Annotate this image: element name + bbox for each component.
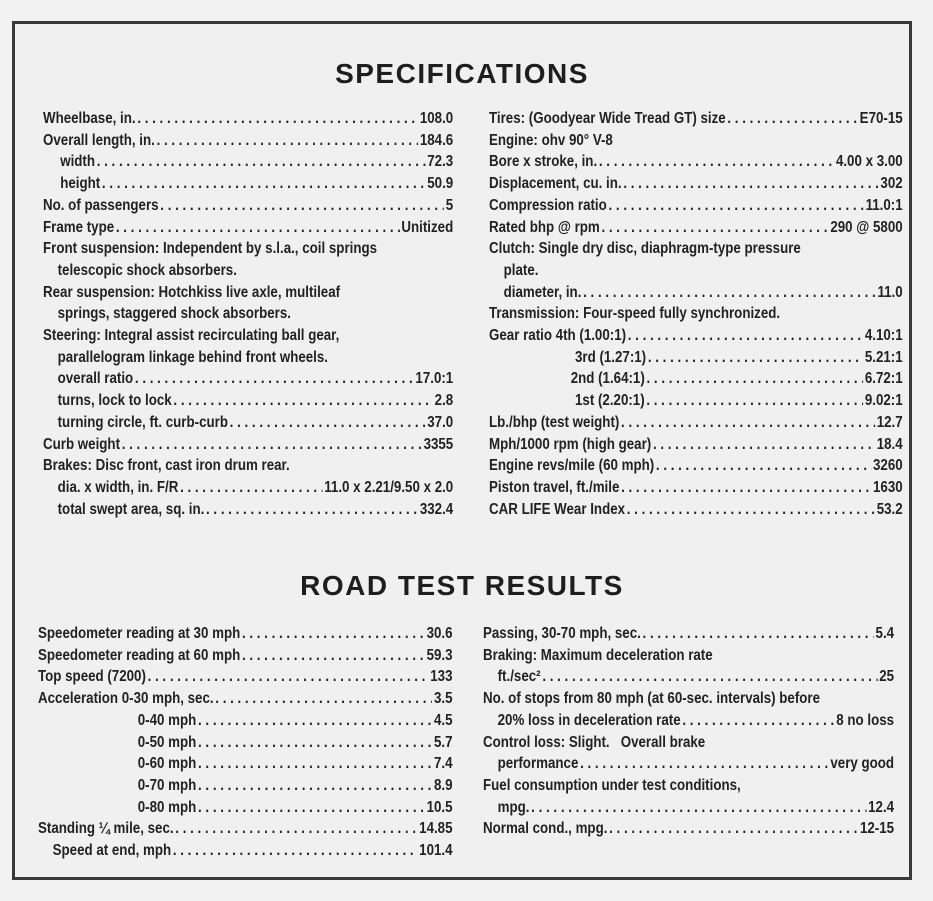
- spec-row: 2nd (1.64:1) . . . 6.72:1: [489, 368, 903, 390]
- road-test-row: 0-80 mph . . . 10.5: [38, 797, 453, 819]
- spec-row: Tires: (Goodyear Wide Tread GT) size . . . E70-15: [489, 108, 903, 130]
- spec-text-line: Transmission: Four-speed fully synchronized.: [489, 305, 781, 323]
- spec-text-line: telescopic shock absorbers.: [57, 261, 237, 279]
- road-test-row: Speedometer reading at 60 mph . . . 59.3: [38, 645, 453, 667]
- road-test-row: Standing ¼ mile, sec. . . . 14.85: [38, 818, 453, 840]
- road-test-row: 0-60 mph . . . 7.4: [38, 753, 453, 775]
- spec-text-line: Engine: ohv 90° V-8: [489, 131, 613, 149]
- spec-row: Curb weight . . . 3355: [43, 434, 453, 456]
- spec-row: width . . . 72.3: [43, 151, 453, 173]
- spec-row: dia. x width, in. F/R . . . 11.0 x 2.21/9.50 x 2.0: [43, 477, 453, 499]
- road-test-row: 0-70 mph . . . 8.9: [38, 775, 453, 797]
- road-test-title: ROAD TEST RESULTS: [300, 570, 624, 601]
- road-test-row: performance . . . very good: [483, 753, 894, 775]
- spec-row: Engine revs/mile (60 mph) . . . 3260: [489, 455, 903, 477]
- road-test-text-line: Fuel consumption under test conditions,: [483, 776, 741, 794]
- spec-row: 1st (2.20:1) . . . 9.02:1: [489, 390, 903, 412]
- spec-row: turning circle, ft. curb-curb . . . 37.0: [43, 412, 453, 434]
- spec-row: Mph/1000 rpm (high gear) . . . 18.4: [489, 434, 903, 456]
- road-test-text-line: Braking: Maximum deceleration rate: [483, 646, 713, 664]
- spec-row: Wheelbase, in. . . . 108.0: [43, 108, 453, 130]
- road-test-row: 0-40 mph . . . 4.5: [38, 710, 453, 732]
- road-test-row: 0-50 mph . . . 5.7: [38, 732, 453, 754]
- spec-row: Lb./bhp (test weight) . . . 12.7: [489, 412, 903, 434]
- spec-sheet-frame: [12, 21, 912, 880]
- spec-row: Gear ratio 4th (1.00:1) . . . 4.10:1: [489, 325, 903, 347]
- spec-text-line: Steering: Integral assist recirculating ball gear,: [43, 327, 340, 345]
- spec-row: Overall length, in. . . . 184.6: [43, 130, 453, 152]
- road-test-row: Top speed (7200) . . . 133: [38, 666, 453, 688]
- spec-row: Frame type . . . Unitized: [43, 217, 453, 239]
- spec-row: diameter, in. . . . 11.0: [489, 282, 903, 304]
- spec-row: CAR LIFE Wear Index . . . 53.2: [489, 499, 903, 521]
- spec-row: Bore x stroke, in. . . . 4.00 x 3.00: [489, 151, 903, 173]
- spec-text-line: springs, staggered shock absorbers.: [57, 305, 291, 323]
- spec-row: turns, lock to lock . . . 2.8: [43, 390, 453, 412]
- spec-row: Piston travel, ft./mile . . . 1630: [489, 477, 903, 499]
- road-test-text-line: No. of stops from 80 mph (at 60-sec. intervals) before: [483, 690, 821, 708]
- road-test-text-line: Control loss: Slight. Overall brake: [483, 733, 706, 751]
- road-test-row: Passing, 30-70 mph, sec. . . . 5.4: [483, 623, 894, 645]
- spec-row: 3rd (1.27:1) . . . 5.21:1: [489, 347, 903, 369]
- road-test-row: Speed at end, mph . . . 101.4: [38, 840, 453, 862]
- road-test-row: ft./sec² . . . 25: [483, 666, 894, 688]
- specifications-title: SPECIFICATIONS: [335, 58, 589, 89]
- spec-text-line: plate.: [503, 261, 539, 279]
- spec-text-line: Rear suspension: Hotchkiss live axle, multileaf: [43, 283, 341, 301]
- road-test-row: Normal cond., mpg. . . . 12-15: [483, 818, 894, 840]
- specifications-left-column: [43, 108, 453, 520]
- road-test-row: Acceleration 0-30 mph, sec. . . . 3.5: [38, 688, 453, 710]
- road-test-row: Speedometer reading at 30 mph . . . 30.6: [38, 623, 453, 645]
- spec-row: Rated bhp @ rpm . . . 290 @ 5800: [489, 217, 903, 239]
- road-test-right-column: [483, 623, 894, 840]
- spec-text-line: Clutch: Single dry disc, diaphragm-type pressure: [489, 240, 801, 258]
- spec-row: total swept area, sq. in. . . . 332.4: [43, 499, 453, 521]
- road-test-row: 20% loss in deceleration rate . . . 8 no loss: [483, 710, 894, 732]
- spec-text-line: Front suspension: Independent by s.l.a., coil springs: [43, 240, 378, 258]
- spec-text-line: parallelogram linkage behind front wheels.: [57, 348, 328, 366]
- specifications-right-column: [489, 108, 903, 520]
- spec-row: height . . . 50.9: [43, 173, 453, 195]
- spec-row: No. of passengers . . . 5: [43, 195, 453, 217]
- spec-row: Compression ratio . . . 11.0:1: [489, 195, 903, 217]
- road-test-left-column: [38, 623, 453, 862]
- road-test-row: mpg. . . . 12.4: [483, 797, 894, 819]
- spec-row: Displacement, cu. in. . . . 302: [489, 173, 903, 195]
- spec-row: overall ratio . . . 17.0:1: [43, 368, 453, 390]
- spec-text-line: Brakes: Disc front, cast iron drum rear.: [43, 457, 290, 475]
